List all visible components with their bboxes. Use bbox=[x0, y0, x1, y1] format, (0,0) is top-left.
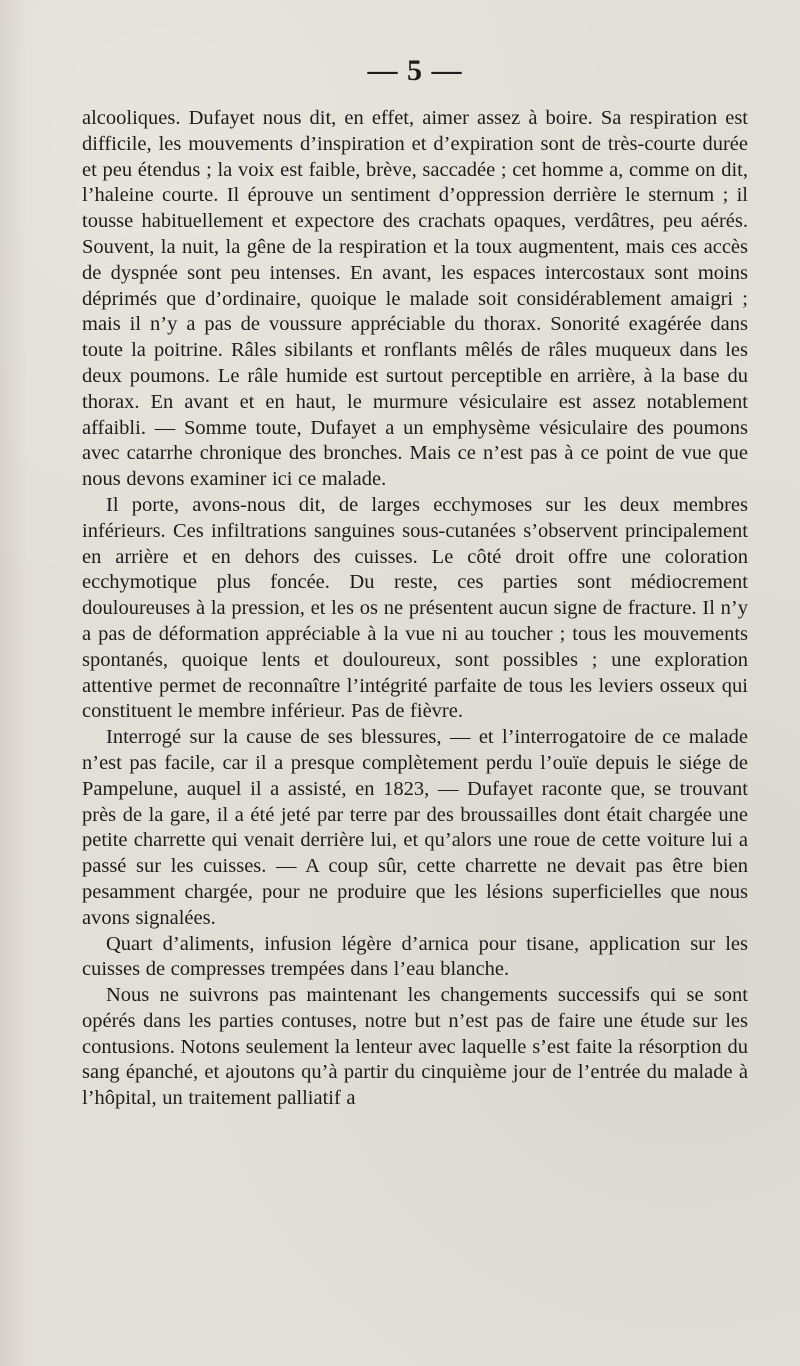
paragraph-5: Nous ne suivrons pas maintenant les changements successifs qui se sont opérés dans les parties contuses, notre but n’est pas de faire une étude sur les contusions. Notons seulement la lenteur avec laquelle s’est faite la résorption du sang épanché, et ajoutons qu’à partir du cinquième jour de l’entrée du malade à l’hôpital, un traitement palliatif a bbox=[82, 984, 748, 1110]
paragraph-4: Quart d’aliments, infusion légère d’arnica pour tisane, application sur les cuisses de compresses trempées dans l’eau blanche. bbox=[82, 932, 748, 981]
paragraph-2: Il porte, avons-nous dit, de larges ecchymoses sur les deux membres inférieurs. Ces infiltrations sanguines sous-cutanées s’observent principalement en arrière et en dehors des cuisses. Le côté droit offre une coloration ecchymotique plus foncée. Du reste, ces parties sont médiocrement douloureuses à la pression, et les os ne présentent aucun signe de fracture. Il n’y a pas de déformation appréciable à la vue ni au toucher ; tous les mouvements spontanés, quoique lents et douloureux, sont possibles ; une exploration attentive permet de reconnaître l’intégrité parfaite de tous les leviers osseux qui constituent le membre inférieur. Pas de fièvre. bbox=[82, 493, 748, 723]
body-text bbox=[82, 106, 748, 1112]
page-number: — 5 — bbox=[367, 54, 463, 87]
paragraph-3: Interrogé sur la cause de ses blessures, — et l’interrogatoire de ce malade n’est pas facile, car il a presque complètement perdu l’ouïe depuis le siége de Pampelune, auquel il a assisté, en 1823, — Dufayet raconte que, se trouvant près de la gare, il a été jeté par terre par des broussailles dont était chargée une petite charrette qui venait derrière lui, et qu’alors une roue de cette voiture lui a passé sur les cuisses. — A coup sûr, cette charrette ne devait pas être bien pesamment chargée, pour ne produire que les lésions superficielles que nous avons signalées. bbox=[82, 726, 748, 929]
paragraph-1: alcooliques. Dufayet nous dit, en effet, aimer assez à boire. Sa respiration est difficile, les mouvements d’inspiration et d’expiration sont de très-courte durée et peu étendus ; la voix est faible, brève, saccadée ; cet homme a, comme on dit, l’haleine courte. Il éprouve un sentiment d’oppression derrière le sternum ; il tousse habituellement et expectore des crachats opaques, verdâtres, peu aérés. Souvent, la nuit, la gêne de la respiration et la toux augmentent, mais ces accès de dyspnée sont peu intenses. En avant, les espaces intercostaux sont moins déprimés que d’ordinaire, quoique le malade soit considérablement amaigri ; mais il n’y a pas de voussure appréciable du thorax. Sonorité exagérée dans toute la poitrine. Râles sibilants et ronflants mêlés de râles muqueux dans les deux poumons. Le râle humide est surtout perceptible en arrière, à la base du thorax. En avant et en haut, le murmure vésiculaire est assez notablement affaibli. — Somme toute, Dufayet a un emphysème vésiculaire des poumons avec catarrhe chronique des bronches. Mais ce n’est pas à ce point de vue que nous devons examiner ici ce malade. bbox=[82, 107, 748, 491]
